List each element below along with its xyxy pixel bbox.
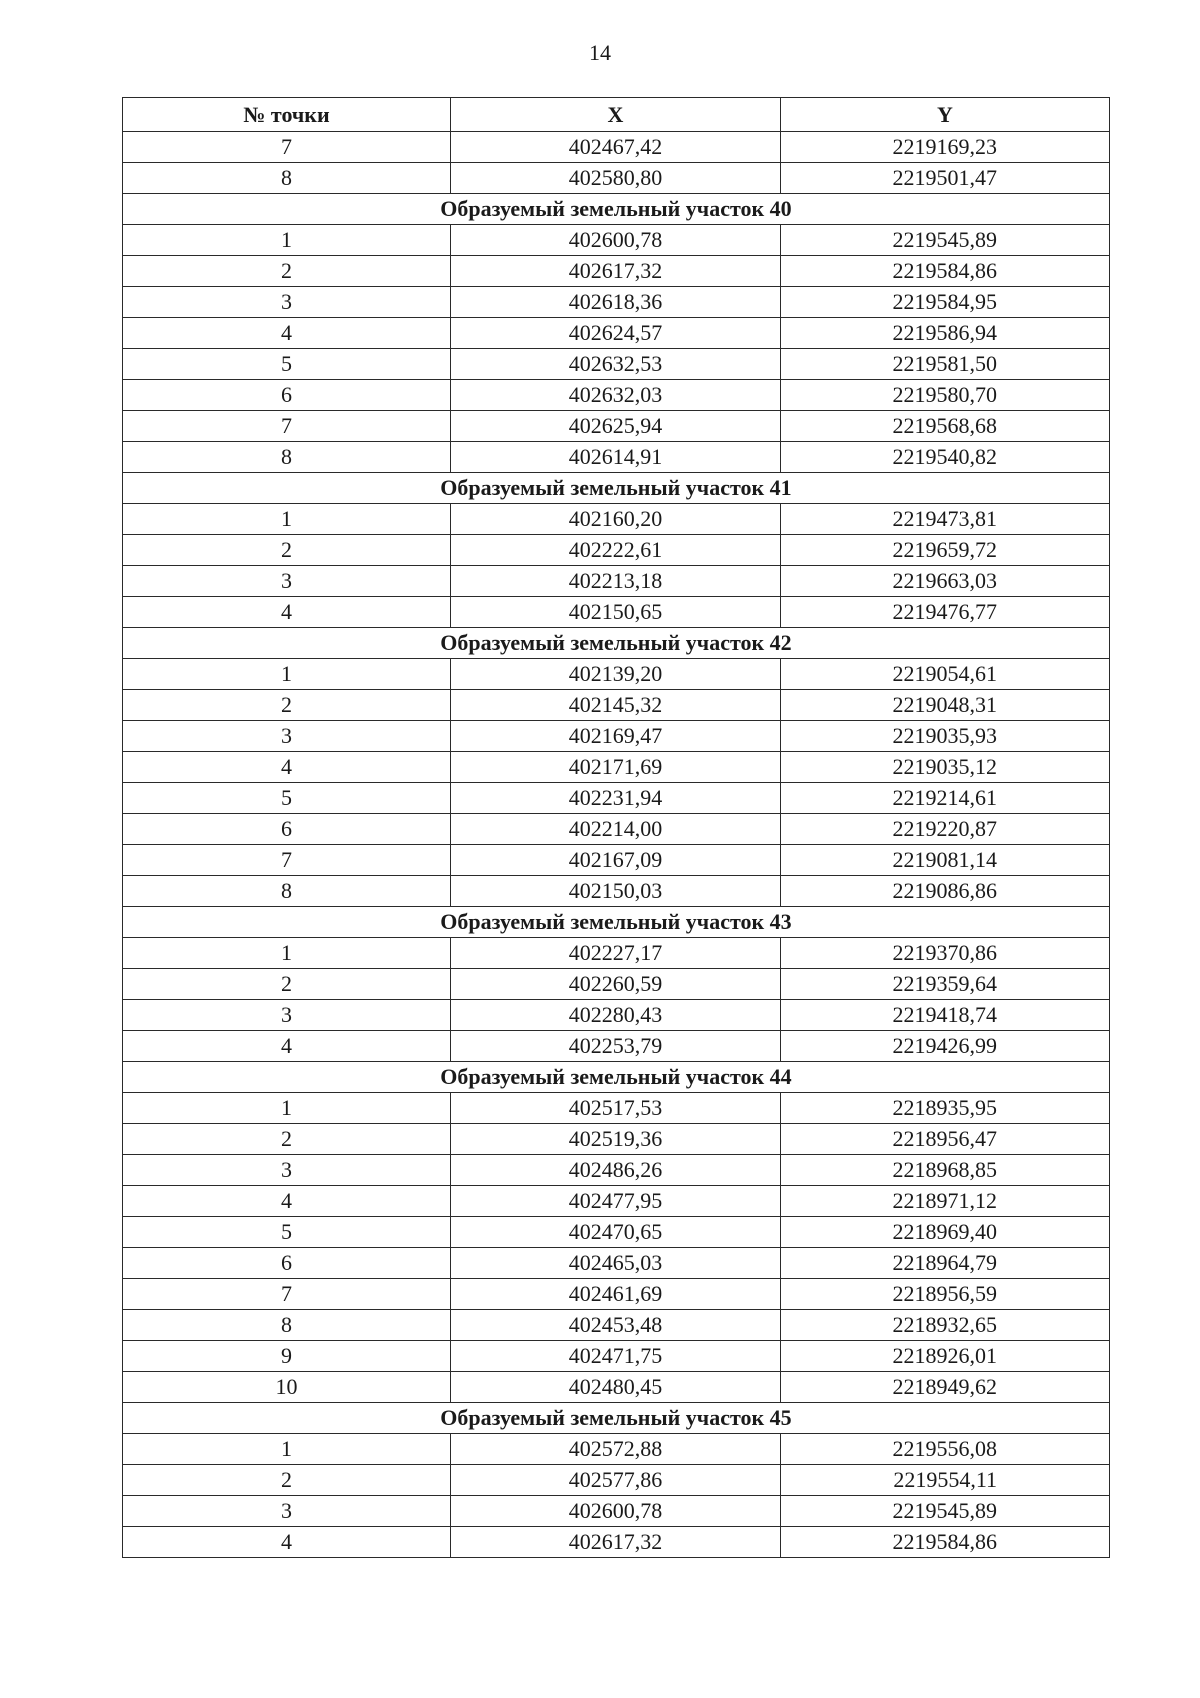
cell-point-number: 8 [123,442,451,473]
cell-y: 2218956,59 [781,1279,1110,1310]
cell-x: 402214,00 [451,814,781,845]
header-x: X [451,98,781,132]
cell-y: 2219586,94 [781,318,1110,349]
cell-point-number: 6 [123,814,451,845]
cell-y: 2219584,95 [781,287,1110,318]
section-row [123,907,1110,938]
cell-x: 402632,53 [451,349,781,380]
cell-point-number: 6 [123,1248,451,1279]
table-row [123,566,1110,597]
cell-y: 2219035,93 [781,721,1110,752]
section-title: Образуемый земельный участок 43 [123,907,1110,938]
cell-y: 2218956,47 [781,1124,1110,1155]
cell-point-number: 4 [123,1031,451,1062]
table-row [123,876,1110,907]
cell-point-number: 3 [123,1496,451,1527]
table-row [123,1279,1110,1310]
cell-y: 2219370,86 [781,938,1110,969]
cell-x: 402160,20 [451,504,781,535]
table-row [123,1124,1110,1155]
section-row [123,1062,1110,1093]
cell-y: 2219663,03 [781,566,1110,597]
table-row [123,1372,1110,1403]
cell-y: 2219054,61 [781,659,1110,690]
table-row [123,721,1110,752]
cell-y: 2218935,95 [781,1093,1110,1124]
cell-x: 402577,86 [451,1465,781,1496]
cell-x: 402632,03 [451,380,781,411]
cell-y: 2219048,31 [781,690,1110,721]
cell-point-number: 4 [123,1527,451,1558]
table-row [123,1186,1110,1217]
table-row [123,690,1110,721]
cell-point-number: 3 [123,1000,451,1031]
cell-x: 402260,59 [451,969,781,1000]
table-row [123,845,1110,876]
table-row [123,659,1110,690]
cell-y: 2219584,86 [781,256,1110,287]
cell-point-number: 7 [123,411,451,442]
cell-point-number: 7 [123,845,451,876]
cell-x: 402453,48 [451,1310,781,1341]
table-row [123,1031,1110,1062]
cell-y: 2219476,77 [781,597,1110,628]
table-row [123,163,1110,194]
cell-point-number: 3 [123,566,451,597]
cell-x: 402169,47 [451,721,781,752]
table-row [123,256,1110,287]
cell-point-number: 2 [123,690,451,721]
cell-y: 2219473,81 [781,504,1110,535]
cell-y: 2218971,12 [781,1186,1110,1217]
cell-x: 402213,18 [451,566,781,597]
cell-point-number: 1 [123,659,451,690]
cell-y: 2219545,89 [781,1496,1110,1527]
cell-y: 2219220,87 [781,814,1110,845]
cell-point-number: 4 [123,1186,451,1217]
table-row [123,442,1110,473]
table-row [123,938,1110,969]
cell-x: 402519,36 [451,1124,781,1155]
page-number: 14 [589,40,611,65]
cell-y: 2219584,86 [781,1527,1110,1558]
cell-point-number: 1 [123,1434,451,1465]
cell-y: 2219545,89 [781,225,1110,256]
cell-x: 402618,36 [451,287,781,318]
table-row [123,1000,1110,1031]
table-row [123,752,1110,783]
cell-point-number: 3 [123,721,451,752]
table-row [123,783,1110,814]
cell-x: 402600,78 [451,1496,781,1527]
cell-x: 402467,42 [451,132,781,163]
cell-y: 2218932,65 [781,1310,1110,1341]
table-row [123,1155,1110,1186]
cell-y: 2219035,12 [781,752,1110,783]
table-row [123,1310,1110,1341]
cell-y: 2218968,85 [781,1155,1110,1186]
cell-x: 402461,69 [451,1279,781,1310]
cell-point-number: 4 [123,597,451,628]
header-row [123,98,1110,132]
cell-point-number: 8 [123,1310,451,1341]
cell-point-number: 2 [123,1124,451,1155]
cell-point-number: 9 [123,1341,451,1372]
cell-y: 2219580,70 [781,380,1110,411]
table-row [123,969,1110,1000]
cell-y: 2219659,72 [781,535,1110,566]
cell-point-number: 1 [123,938,451,969]
cell-x: 402517,53 [451,1093,781,1124]
cell-y: 2219086,86 [781,876,1110,907]
cell-x: 402625,94 [451,411,781,442]
cell-point-number: 8 [123,163,451,194]
table-body [123,132,1110,1558]
cell-point-number: 3 [123,287,451,318]
cell-y: 2219501,47 [781,163,1110,194]
cell-x: 402465,03 [451,1248,781,1279]
cell-y: 2219556,08 [781,1434,1110,1465]
cell-point-number: 4 [123,318,451,349]
cell-x: 402624,57 [451,318,781,349]
cell-y: 2218969,40 [781,1217,1110,1248]
table-row [123,318,1110,349]
section-title: Образуемый земельный участок 45 [123,1403,1110,1434]
cell-x: 402470,65 [451,1217,781,1248]
cell-point-number: 1 [123,225,451,256]
cell-point-number: 10 [123,1372,451,1403]
cell-point-number: 1 [123,504,451,535]
cell-x: 402617,32 [451,1527,781,1558]
cell-y: 2219426,99 [781,1031,1110,1062]
cell-y: 2219554,11 [781,1465,1110,1496]
cell-point-number: 2 [123,535,451,566]
cell-y: 2218926,01 [781,1341,1110,1372]
cell-y: 2218949,62 [781,1372,1110,1403]
table-row [123,1093,1110,1124]
cell-point-number: 6 [123,380,451,411]
cell-x: 402171,69 [451,752,781,783]
cell-point-number: 5 [123,349,451,380]
cell-y: 2219568,68 [781,411,1110,442]
table-row [123,814,1110,845]
table-row [123,535,1110,566]
table-row [123,380,1110,411]
cell-x: 402150,65 [451,597,781,628]
cell-y: 2219418,74 [781,1000,1110,1031]
cell-x: 402614,91 [451,442,781,473]
table-row [123,1341,1110,1372]
cell-x: 402167,09 [451,845,781,876]
table-row [123,597,1110,628]
table-row [123,411,1110,442]
table-row [123,1248,1110,1279]
cell-x: 402471,75 [451,1341,781,1372]
cell-x: 402231,94 [451,783,781,814]
table-row [123,1496,1110,1527]
cell-x: 402617,32 [451,256,781,287]
cell-y: 2219081,14 [781,845,1110,876]
cell-y: 2219581,50 [781,349,1110,380]
cell-x: 402486,26 [451,1155,781,1186]
coordinates-table [122,97,1110,1558]
cell-x: 402600,78 [451,225,781,256]
cell-point-number: 2 [123,1465,451,1496]
table-row [123,132,1110,163]
cell-x: 402477,95 [451,1186,781,1217]
section-title: Образуемый земельный участок 40 [123,194,1110,225]
section-title: Образуемый земельный участок 44 [123,1062,1110,1093]
cell-x: 402227,17 [451,938,781,969]
table-row [123,1527,1110,1558]
cell-point-number: 5 [123,783,451,814]
cell-point-number: 2 [123,969,451,1000]
cell-y: 2219169,23 [781,132,1110,163]
table-row [123,349,1110,380]
cell-point-number: 1 [123,1093,451,1124]
section-row [123,1403,1110,1434]
cell-x: 402150,03 [451,876,781,907]
cell-x: 402222,61 [451,535,781,566]
table-row [123,287,1110,318]
table-header [123,98,1110,132]
table-row [123,504,1110,535]
cell-point-number: 2 [123,256,451,287]
cell-y: 2218964,79 [781,1248,1110,1279]
table-row [123,225,1110,256]
cell-x: 402145,32 [451,690,781,721]
cell-y: 2219359,64 [781,969,1110,1000]
cell-x: 402139,20 [451,659,781,690]
cell-y: 2219540,82 [781,442,1110,473]
section-row [123,628,1110,659]
section-row [123,473,1110,504]
header-y: Y [781,98,1110,132]
cell-x: 402280,43 [451,1000,781,1031]
section-title: Образуемый земельный участок 42 [123,628,1110,659]
table-row [123,1217,1110,1248]
cell-point-number: 3 [123,1155,451,1186]
cell-x: 402480,45 [451,1372,781,1403]
table-row [123,1434,1110,1465]
cell-point-number: 7 [123,132,451,163]
cell-x: 402580,80 [451,163,781,194]
section-title: Образуемый земельный участок 41 [123,473,1110,504]
cell-point-number: 8 [123,876,451,907]
table-row [123,1465,1110,1496]
section-row [123,194,1110,225]
cell-y: 2219214,61 [781,783,1110,814]
cell-point-number: 4 [123,752,451,783]
cell-x: 402572,88 [451,1434,781,1465]
cell-point-number: 5 [123,1217,451,1248]
cell-x: 402253,79 [451,1031,781,1062]
header-point-number: № точки [123,98,451,132]
cell-point-number: 7 [123,1279,451,1310]
